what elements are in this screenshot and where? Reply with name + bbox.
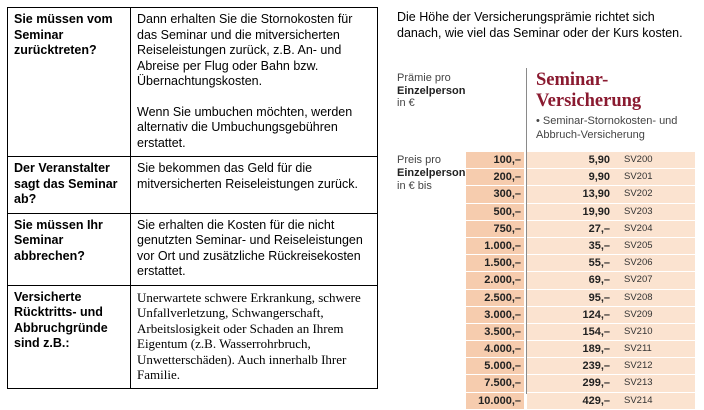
tariff-code: SV203 bbox=[624, 205, 653, 217]
premium-value: 124,– bbox=[582, 308, 610, 321]
price-header-line: Preis pro bbox=[397, 154, 442, 166]
premium-column-header bbox=[397, 72, 522, 110]
tariff-code: SV208 bbox=[624, 291, 653, 303]
premium-value: 95,– bbox=[588, 291, 610, 304]
price-amount: 750,– bbox=[466, 221, 524, 237]
faq-answer-text: Sie bekommen das Geld für die mitversicherten Reiseleistungen zurück. bbox=[137, 161, 358, 191]
tariff-code: SV210 bbox=[624, 325, 653, 337]
tariff-code: SV207 bbox=[624, 274, 653, 286]
price-header-line: in € bis bbox=[397, 180, 432, 192]
tariff-code: SV211 bbox=[624, 343, 652, 355]
premium-cell bbox=[527, 152, 695, 168]
premium-cell bbox=[527, 204, 695, 220]
premium-cell bbox=[527, 255, 695, 271]
faq-row bbox=[8, 8, 378, 157]
price-amount: 1.000,– bbox=[466, 238, 524, 254]
premium-value: 154,– bbox=[582, 325, 610, 338]
tariff-code: SV202 bbox=[624, 188, 653, 200]
premium-cell bbox=[527, 341, 695, 357]
faq-answer bbox=[131, 8, 378, 157]
premium-cell bbox=[527, 169, 695, 185]
premium-header-line: Prämie pro bbox=[397, 72, 451, 84]
faq-answer-text: Sie erhalten die Kosten für die nicht genutzten Seminar- und Reiseleistungen vor Ort und zusätzliche Rückreisekosten erstattet. bbox=[137, 217, 363, 278]
brand-line: Seminar- bbox=[536, 70, 609, 90]
intro-text: Die Höhe der Versicherungsprämie richtet sich danach, wie viel das Seminar oder der Kurs kosten. bbox=[397, 10, 683, 40]
tariff-code: SV206 bbox=[624, 257, 653, 269]
price-amount: 300,– bbox=[466, 186, 524, 202]
premium-value: 13,90 bbox=[582, 188, 610, 201]
price-amount: 5.000,– bbox=[466, 358, 524, 374]
tariff-code: SV212 bbox=[624, 360, 653, 372]
price-amount: 4.000,– bbox=[466, 341, 524, 357]
premium-header-line: Einzelperson bbox=[397, 84, 466, 97]
faq-answer bbox=[131, 285, 378, 388]
premium-header-line: in € bbox=[397, 97, 415, 109]
tariff-code: SV205 bbox=[624, 239, 653, 251]
tariff-code: SV201 bbox=[624, 171, 653, 183]
premium-cell bbox=[527, 393, 695, 409]
price-amount: 200,– bbox=[466, 169, 524, 185]
premium-cell bbox=[527, 375, 695, 391]
faq-answer-text: Unerwartete schwere Erkrankung, schwere Unfallverletzung, Schwangerschaft, Arbeitslosigkeit oder Schaden an Ihrem Eigentum (z.B. Wasserrohrbruch, Unwetterschäden). Auch innerhalb Ihrer Familie. bbox=[137, 289, 361, 382]
faq-row bbox=[8, 285, 378, 388]
premium-value: 35,– bbox=[588, 239, 610, 252]
faq-question: Sie müssen Ihr Seminar abbrechen? bbox=[8, 213, 131, 285]
premium-value: 69,– bbox=[588, 274, 610, 287]
price-header-line: Einzelperson bbox=[397, 167, 466, 179]
tariff-code: SV213 bbox=[624, 377, 653, 389]
faq-row bbox=[8, 157, 378, 214]
faq-row bbox=[8, 213, 378, 285]
faq-question: Der Veranstalter sagt das Seminar ab? bbox=[8, 157, 131, 214]
premium-value: 19,90 bbox=[582, 205, 610, 218]
faq-answer bbox=[131, 213, 378, 285]
price-amount: 3.500,– bbox=[466, 324, 524, 340]
faq-answer-text: Dann erhalten Sie die Stornokosten für das Seminar und die mitversicherten Reiseleistungen zurück, z.B. An- und Abreise per Flug oder Bahn bzw. Übernachtungskosten. bbox=[137, 12, 353, 88]
tariff-code: SV214 bbox=[624, 394, 653, 406]
brand-line: Versicherung bbox=[536, 91, 642, 111]
premium-cell bbox=[527, 307, 695, 323]
premium-value: 27,– bbox=[588, 222, 610, 235]
price-amount: 10.000,– bbox=[466, 393, 524, 409]
premium-cell bbox=[527, 221, 695, 237]
tariff-code: SV200 bbox=[624, 154, 653, 165]
insurance-brand-title bbox=[536, 70, 641, 112]
tariff-code: SV204 bbox=[624, 222, 653, 234]
premium-cell bbox=[527, 290, 695, 306]
premium-cell bbox=[527, 186, 695, 202]
price-amount: 500,– bbox=[466, 204, 524, 220]
premium-value: 5,90 bbox=[588, 154, 610, 166]
premium-cell bbox=[527, 358, 695, 374]
price-amount: 1.500,– bbox=[466, 255, 524, 271]
insurance-price-table bbox=[397, 68, 697, 407]
insurance-brand-subtitle: • Seminar-Stornokosten- und Abbruch-Versicherung bbox=[536, 115, 678, 141]
tariff-code: SV209 bbox=[624, 308, 653, 320]
premium-value: 429,– bbox=[582, 394, 610, 407]
premium-cell bbox=[527, 272, 695, 288]
faq-question: Sie müssen vom Seminar zurücktreten? bbox=[8, 8, 131, 157]
price-amount: 2.000,– bbox=[466, 272, 524, 288]
faq-table bbox=[7, 7, 378, 389]
premium-value: 55,– bbox=[588, 257, 610, 270]
price-amount: 2.500,– bbox=[466, 290, 524, 306]
premium-cell bbox=[527, 238, 695, 254]
premium-value: 189,– bbox=[582, 343, 610, 356]
price-amount: 100,– bbox=[466, 152, 524, 168]
faq-answer bbox=[131, 157, 378, 214]
premium-value: 299,– bbox=[582, 377, 610, 390]
premium-cell bbox=[527, 324, 695, 340]
faq-answer-text: Wenn Sie umbuchen möchten, werden alternativ die Umbuchungsgebühren erstattet. bbox=[137, 104, 353, 150]
faq-question: Versicherte Rücktritts- und Abbruchgründe sind z.B.: bbox=[8, 285, 131, 388]
price-amount: 3.000,– bbox=[466, 307, 524, 323]
premium-value: 9,90 bbox=[588, 171, 610, 184]
premium-value: 239,– bbox=[582, 360, 610, 373]
price-amount: 7.500,– bbox=[466, 375, 524, 391]
